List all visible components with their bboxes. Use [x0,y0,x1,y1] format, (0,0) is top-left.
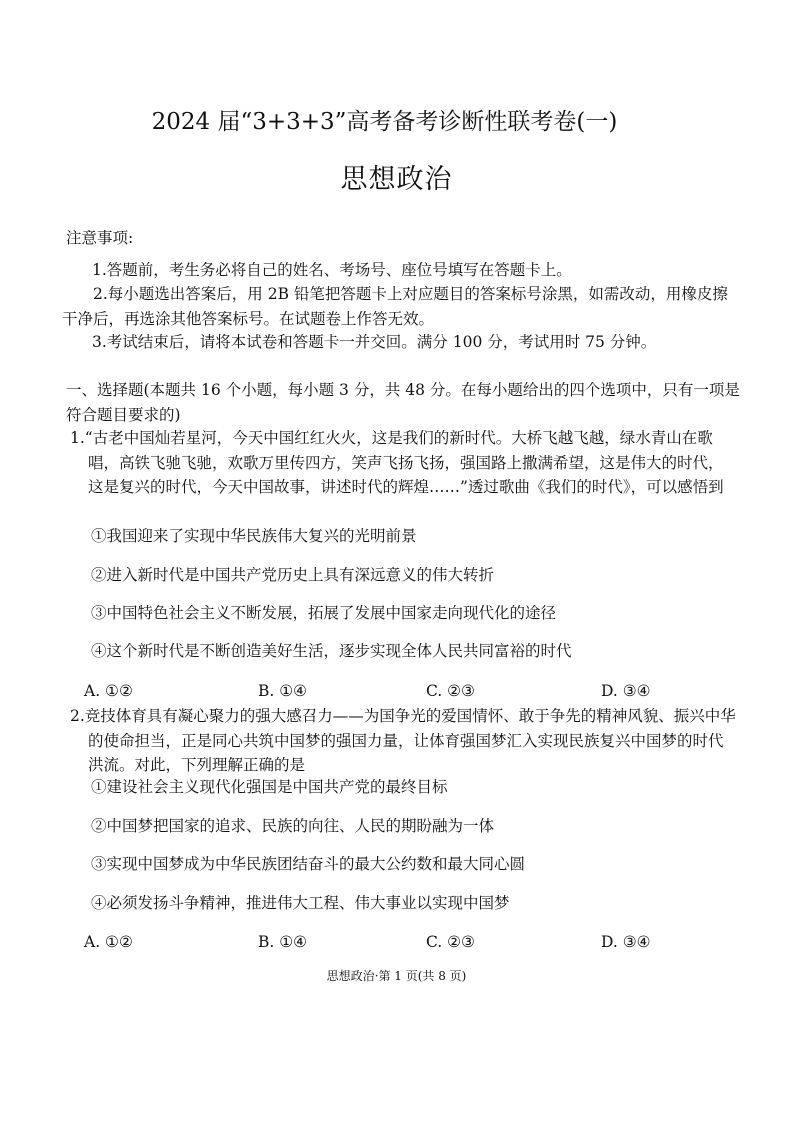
question-1-statement-4: ④这个新时代是不断创造美好生活，逐步实现全体人民共同富裕的时代 [91,642,572,660]
question-1-stem: 1.“古老中国灿若星河，今天中国红红火火，这是我们的新时代。大桥飞越飞越，绿水青山在歌唱，高铁飞驰飞驰，欢歌万里传四方，笑声飞扬飞扬，强国路上撒满希望，这是伟大的时代，这是复兴的时代，今天中国故事，讲述时代的辉煌……”透过歌曲《我们的时代》，可以感悟到 [70,429,724,496]
notice-heading: 注意事项: [66,229,134,247]
question-2-option-c[interactable]: C. ②③ [426,933,475,951]
question-1-option-c[interactable]: C. ②③ [426,682,475,700]
question-1-option-b[interactable]: B. ①④ [258,682,308,700]
subject-title: 思想政治 [340,164,453,195]
question-1-statement-2: ②进入新时代是中国共产党历史上具有深远意义的伟大转折 [91,566,495,584]
question-1-option-a[interactable]: A. ①② [84,682,133,700]
question-2-option-d[interactable]: D. ③④ [601,933,651,951]
question-1-option-d[interactable]: D. ③④ [601,682,651,700]
question-2-stem: 2.竞技体育具有凝心聚力的强大感召力——为国争光的爱国情怀、敢于争先的精神风貌、振兴中华的使命担当，正是同心共筑中国梦的强国力量，让体育强国梦汇入实现民族复兴中国梦的时代洪流。对此，下列理解正确的是 [70,707,736,774]
question-2-option-b[interactable]: B. ①④ [258,933,308,951]
question-1-statement-1: ①我国迎来了实现中华民族伟大复兴的光明前景 [91,527,417,545]
page-footer: 思想政治·第 1 页(共 8 页) [326,969,467,983]
question-2-statement-1: ①建设社会主义现代化强国是中国共产党的最终目标 [91,778,448,796]
question-2-statement-4: ④必须发扬斗争精神，推进伟大工程、伟大事业以实现中国梦 [91,894,510,912]
question-1-statement-3: ③中国特色社会主义不断发展，拓展了发展中国家走向现代化的途径 [91,604,557,622]
notice-item-3: 3.考试结束后，请将本试卷和答题卡一并交回。满分 100 分，考试用时 75 分钟。 [92,333,657,351]
question-2-option-a[interactable]: A. ①② [84,933,133,951]
question-2-statement-3: ③实现中国梦成为中华民族团结奋斗的最大公约数和最大同心圆 [91,855,526,873]
notice-item-1: 1.答题前，考生务必将自己的姓名、考场号、座位号填写在答题卡上。 [92,261,572,279]
exam-title: 2024 届“3+3+3”高考备考诊断性联考卷(一) [151,109,618,135]
question-2-statement-2: ②中国梦把国家的追求、民族的向往、人民的期盼融为一体 [91,817,495,835]
section-heading: 一、选择题(本题共 16 个小题，每小题 3 分，共 48 分。在每小题给出的四个选项中，只有一项是符合题目要求的) [66,381,740,424]
question-2-options [0,930,793,954]
notice-item-2: 2.每小题选出答案后，用 2B 铅笔把答题卡上对应题目的答案标号涂黑，如需改动，用橡皮擦干净后，再选涂其他答案标号。在试题卷上作答无效。 [62,285,728,328]
question-1-options [0,679,793,703]
